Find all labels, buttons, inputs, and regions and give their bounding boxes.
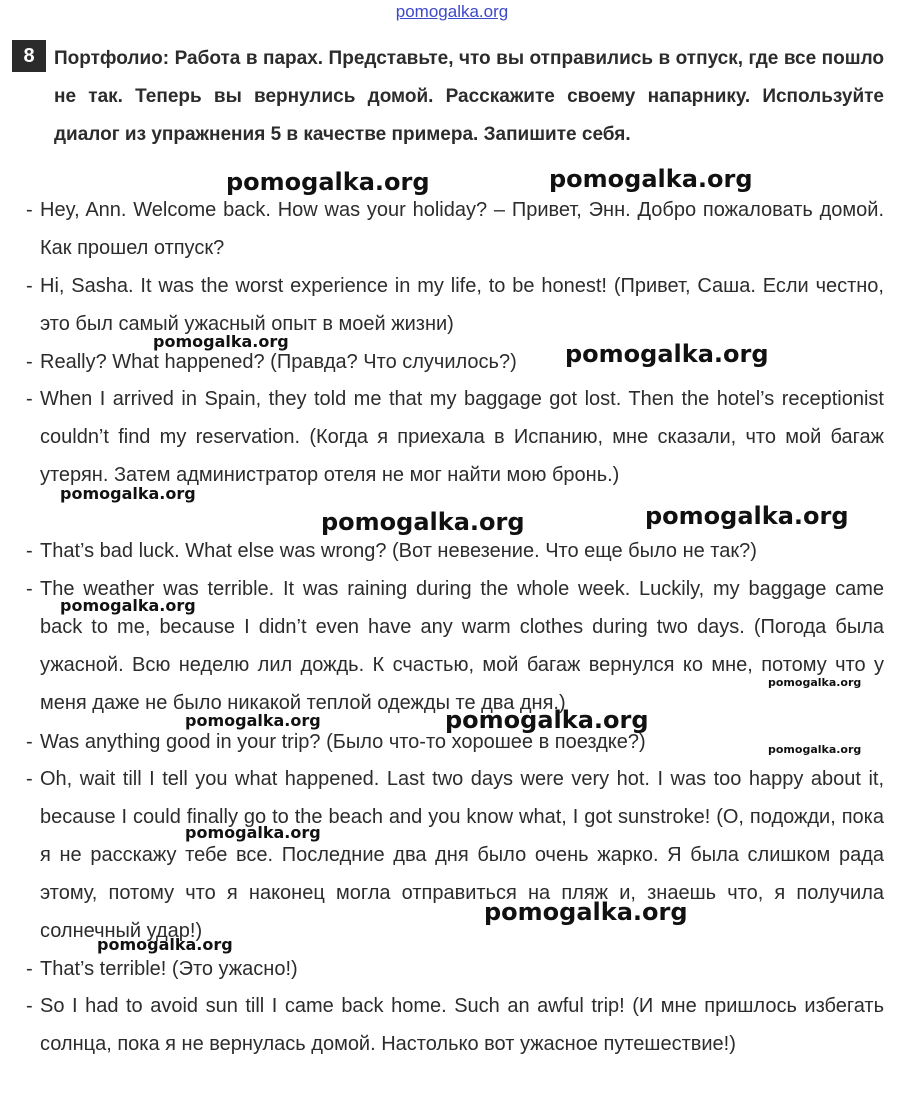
dialogue-line [26, 191, 884, 267]
dialogue-line [26, 760, 884, 950]
dialogue-line [26, 532, 884, 570]
watermark: pomogalka.org [185, 711, 321, 730]
dialogue-text: Hi, Sasha. It was the worst experience in my life, to be honest! (Привет, Саша. Если честно, это был самый ужасный опыт в моей жизни) [40, 275, 884, 335]
watermark: pomogalka.org [226, 168, 430, 196]
dialogue-line [26, 570, 884, 722]
watermark: pomogalka.org [321, 508, 525, 536]
watermark: pomogalka.org [60, 596, 196, 615]
watermark: pomogalka.org [484, 898, 688, 926]
dialogue-text: Oh, wait till I tell you what happened. Last two days were very hot. I was too happy about it, because I could finally go to the beach and you know what, I got sunstroke! (О, подожди, пока я не расскажу тебе все. Последние два дня было очень жарко. Я была слишком рада этому, потому что я наконец могла отправиться на пляж и, знаешь что, я получила солнечный удар!) [40, 768, 884, 942]
watermark: pomogalka.org [565, 340, 769, 368]
dialogue-line [26, 380, 884, 494]
header-watermark-link[interactable]: pomogalka.org [395, 2, 509, 21]
task-instruction: Портфолио: Работа в парах. Представьте, что вы отправились в отпуск, где все пошло не так. Теперь вы вернулись домой. Расскажите своему напарнику. Используйте диалог из упражнения 5 в качестве примера. Запишите себя. [54, 48, 884, 145]
watermark: pomogalka.org [445, 706, 649, 734]
dialogue-text: Really? What happened? (Правда? Что случилось?) [40, 351, 517, 373]
dialogue-dash: - [26, 995, 33, 1017]
dialogue-text: That’s bad luck. What else was wrong? (Вот невезение. Что еще было не так?) [40, 540, 757, 562]
watermark: pomogalka.org [153, 332, 289, 351]
dialogue-text: So I had to avoid sun till I came back home. Such an awful trip! (И мне пришлось избегать солнца, пока я не вернулась домой. Настолько вот ужасное путешествие!) [40, 995, 884, 1055]
dialogue-dash: - [26, 958, 33, 980]
dialogue-line [26, 987, 884, 1063]
dialogue-line [26, 267, 884, 343]
dialogue-dash: - [26, 768, 33, 790]
dialogue-text: That’s terrible! (Это ужасно!) [40, 958, 298, 980]
dialogue-text: Was anything good in your trip? (Было что-то хорошее в поездке?) [40, 731, 646, 753]
dialogue-dash: - [26, 578, 33, 600]
dialogue-dash: - [26, 540, 33, 562]
dialogue-dash: - [26, 351, 33, 373]
dialogue-text: Hey, Ann. Welcome back. How was your holiday? – Привет, Энн. Добро пожаловать домой. Как прошел отпуск? [40, 199, 884, 259]
dialogue-line [26, 723, 884, 761]
watermark: pomogalka.org [645, 502, 849, 530]
dialogue-line [26, 343, 884, 381]
watermark: pomogalka.org [768, 676, 862, 689]
dialogue-dash: - [26, 275, 33, 297]
watermark: pomogalka.org [60, 484, 196, 503]
dialogue-text: When I arrived in Spain, they told me that my baggage got lost. Then the hotel’s receptionist couldn’t find my reservation. (Когда я приехала в Испанию, мне сказали, что мой багаж утерян. Затем администратор отеля не мог найти мою бронь.) [40, 388, 884, 486]
watermark: pomogalka.org [97, 935, 233, 954]
watermark: pomogalka.org [185, 823, 321, 842]
watermark: pomogalka.org [768, 743, 862, 756]
dialogue-text: The weather was terrible. It was raining during the whole week. Luckily, my baggage came back to me, because I didn’t even have any warm clothes during two days. (Погода была ужасной. Всю неделю лил дождь. К счастью, мой багаж вернулся ко мне, потому что у меня даже не было никакой теплой одежды те два дня.) [40, 578, 884, 714]
dialogue-dash: - [26, 731, 33, 753]
dialogue-dash: - [26, 199, 33, 221]
task-number-badge: 8 [12, 40, 46, 72]
dialogue-line [26, 950, 884, 988]
watermark: pomogalka.org [549, 165, 753, 193]
dialogue-dash: - [26, 388, 33, 410]
